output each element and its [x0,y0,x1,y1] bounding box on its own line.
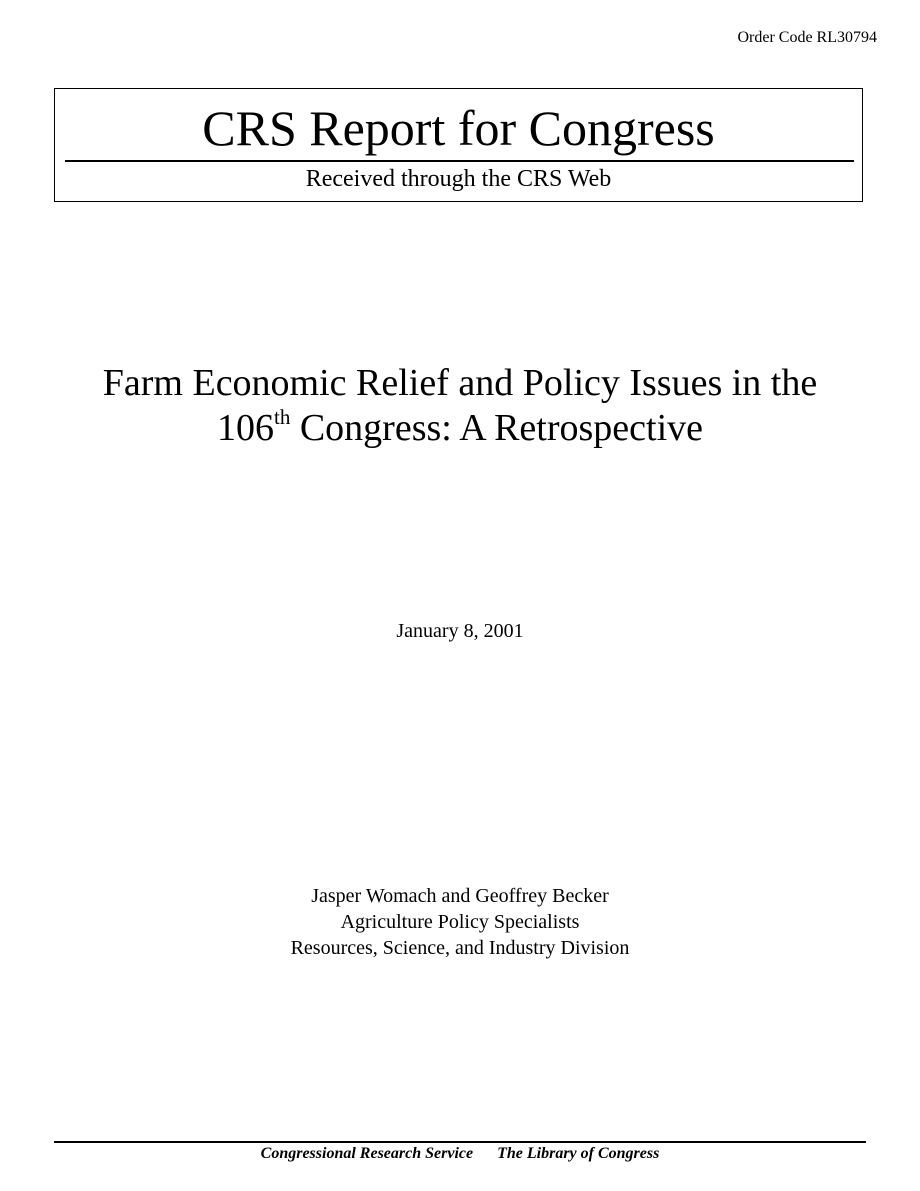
author-names: Jasper Womach and Geoffrey Becker [311,885,609,907]
report-title: CRS Report for Congress [202,100,715,156]
document-title-line-1: Farm Economic Relief and Policy Issues in the [102,362,818,404]
footer-crs: Congressional Research Service [260,1145,474,1162]
document-date: January 8, 2001 [396,620,524,642]
footer-library-of-congress: The Library of Congress [497,1145,660,1162]
report-header-box [54,88,863,202]
author-division: Resources, Science, and Industry Division [290,937,630,959]
footer [0,1144,920,1164]
congress-ordinal-suffix: th [273,405,291,429]
document-title-line-2-rest: Congress: A Retrospective [290,407,704,449]
document-title-line-2 [40,406,880,451]
order-code: Order Code RL30794 [737,29,877,46]
footer-rule [54,1141,866,1143]
report-subtitle: Received through the CRS Web [305,166,612,192]
report-title-rule [65,160,854,162]
author-role: Agriculture Policy Specialists [340,911,580,933]
document-title [40,361,880,451]
authors-block [0,883,920,961]
congress-number: 106 [216,407,274,449]
